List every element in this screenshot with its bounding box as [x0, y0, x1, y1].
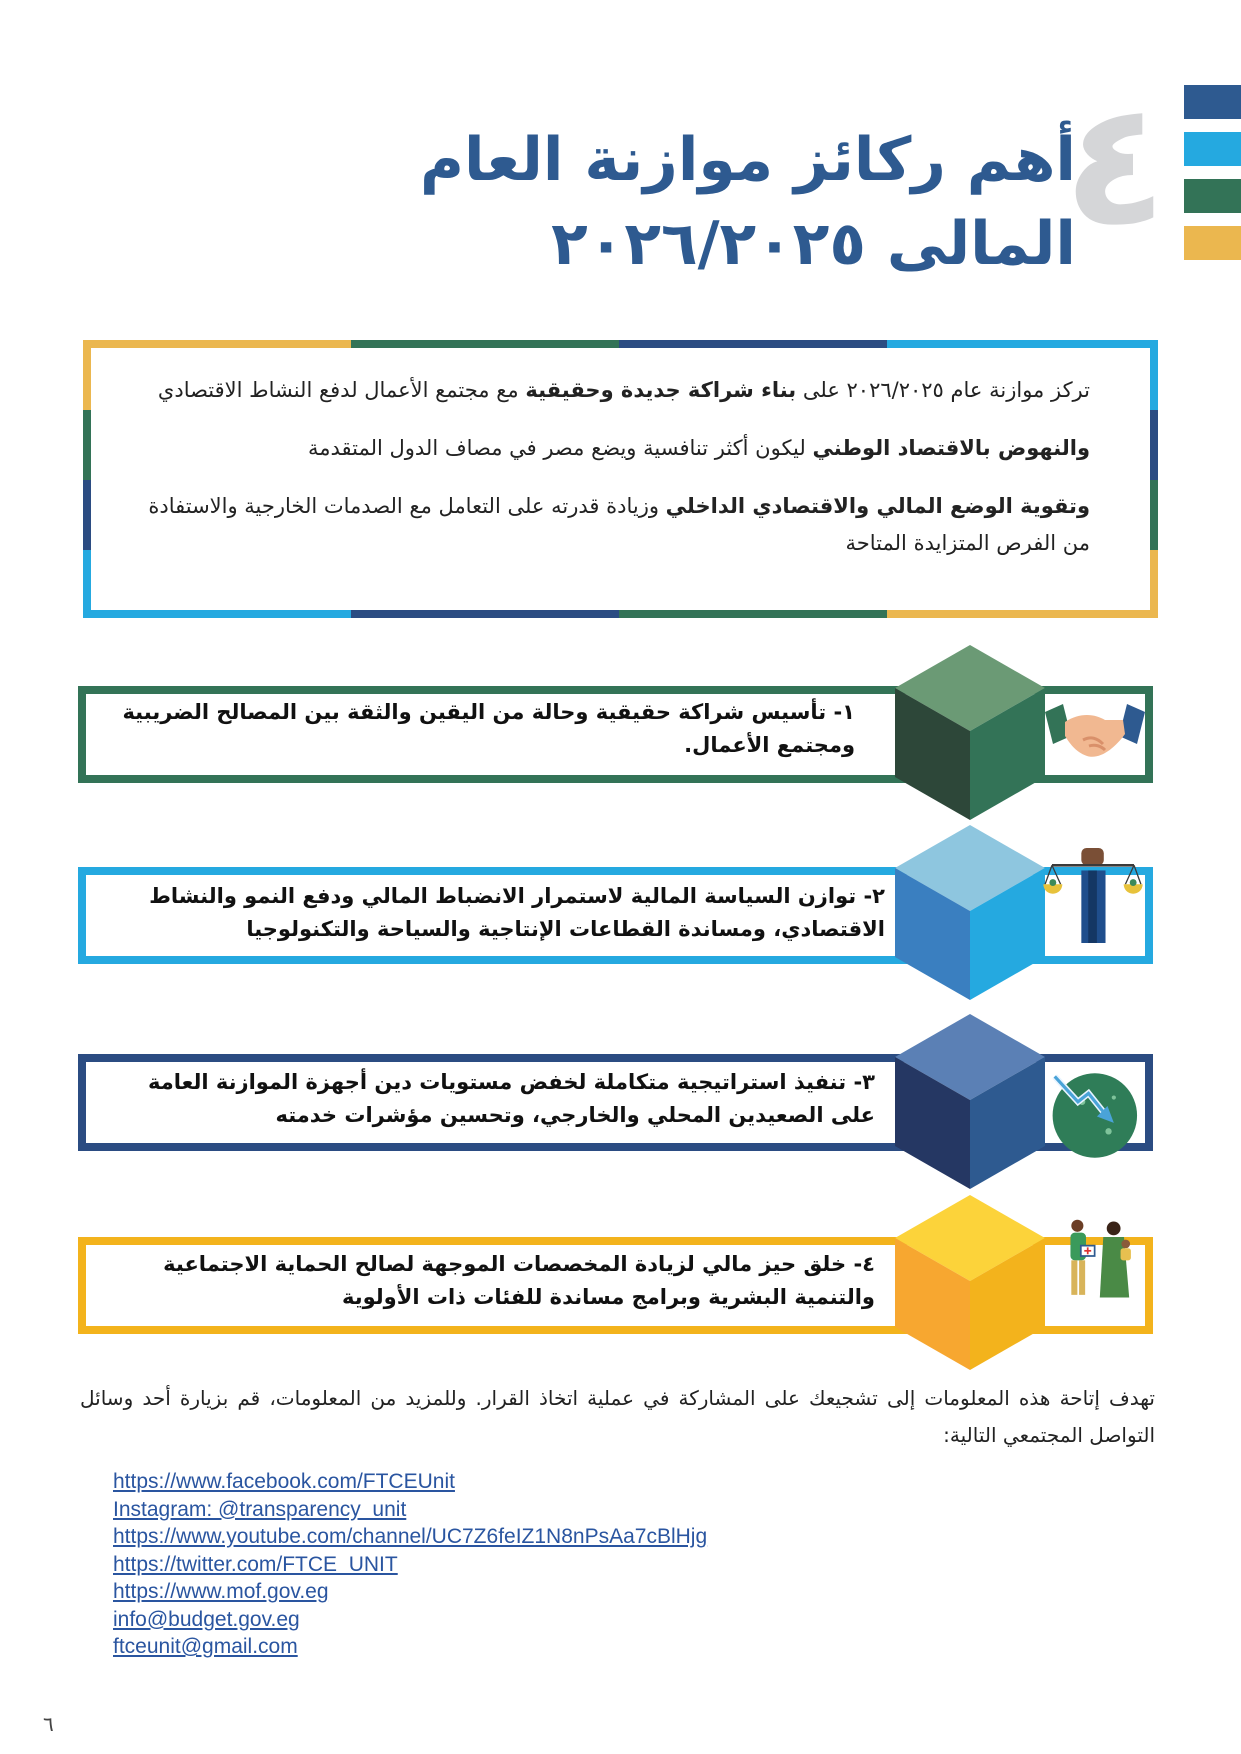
facebook-link[interactable]: https://www.facebook.com/FTCEUnit [113, 1470, 455, 1493]
debt-decline-icon [1048, 1068, 1148, 1163]
title-line2: المالى ٢٠٢٦/٢٠٢٥ [551, 209, 1076, 279]
contact-links [113, 1468, 813, 1661]
pillar-text-4: ٤- خلق حيز مالي لزيادة المخصصات الموجهة لصالح الحماية الاجتماعية والتنمية البشرية وبرامج مساندة للفئات ذات الأولوية [163, 1252, 875, 1309]
social-care-icon [1055, 1218, 1155, 1313]
intro-paragraph-1: تركز موازنة عام ٢٠٢٦/٢٠٢٥ على بناء شراكة جديدة وحقيقية مع مجتمع الأعمال لدفع النشاط الاقتصادي [157, 378, 1090, 402]
intro-text [135, 372, 1090, 583]
instagram-link[interactable]: Instagram: @transparency_unit [113, 1497, 407, 1521]
section-number: ٤ [1063, 66, 1167, 264]
pillar-text-2: ٢- توازن السياسة المالية لاستمرار الانضباط المالي ودفع النمو والنشاط الاقتصادي، ومساندة القطاعات الإنتاجية والسياحة والتكنولوجيا [149, 884, 885, 941]
page-title [176, 118, 1076, 286]
page-number: ٦ [43, 1712, 54, 1736]
youtube-link[interactable]: https://www.youtube.com/channel/UC7Z6feIZ1N8nPsAa7cBlHjg [113, 1525, 708, 1548]
intro-paragraph-2: والنهوض بالاقتصاد الوطني ليكون أكثر تنافسية ويضع مصر في مصاف الدول المتقدمة [307, 436, 1090, 460]
handshake-icon [1045, 690, 1145, 785]
twitter-link[interactable]: https://twitter.com/FTCE_UNIT [113, 1552, 398, 1576]
footer-text: تهدف إتاحة هذه المعلومات إلى تشجيعك على المشاركة في عملية اتخاذ القرار. وللمزيد من المعلومات، قم بزيارة أحد وسائل التواصل المجتمعي التالية: [80, 1386, 1155, 1447]
cube-decoration-2 [895, 825, 1045, 1000]
ftce-email-link[interactable]: ftceunit@gmail.com [113, 1635, 298, 1658]
color-bars-decoration [1184, 85, 1241, 273]
intro-paragraph-3: وتقوية الوضع المالي والاقتصادي الداخلي وزيادة قدرته على التعامل مع الصدمات الخارجية والاستفادة من الفرص المتزايدة المتاحة [148, 494, 1090, 555]
pillar-text-1: ١- تأسيس شراكة حقيقية وحالة من اليقين والثقة بين المصالح الضريبية ومجتمع الأعمال. [122, 700, 855, 757]
balance-scale-icon [1043, 848, 1143, 943]
cube-decoration-3 [895, 1014, 1045, 1189]
budget-email-link[interactable]: info@budget.gov.eg [113, 1607, 300, 1631]
title-line1: أهم ركائز موازنة العام [420, 125, 1076, 195]
cube-decoration-1 [895, 645, 1045, 820]
cube-decoration-4 [895, 1195, 1045, 1370]
pillar-text-3: ٣- تنفيذ استراتيجية متكاملة لخفض مستويات دين أجهزة الموازنة العامة على الصعيدين المحلي والخارجي، وتحسين مؤشرات خدمته [148, 1070, 875, 1127]
mof-website-link[interactable]: https://www.mof.gov.eg [113, 1580, 329, 1603]
